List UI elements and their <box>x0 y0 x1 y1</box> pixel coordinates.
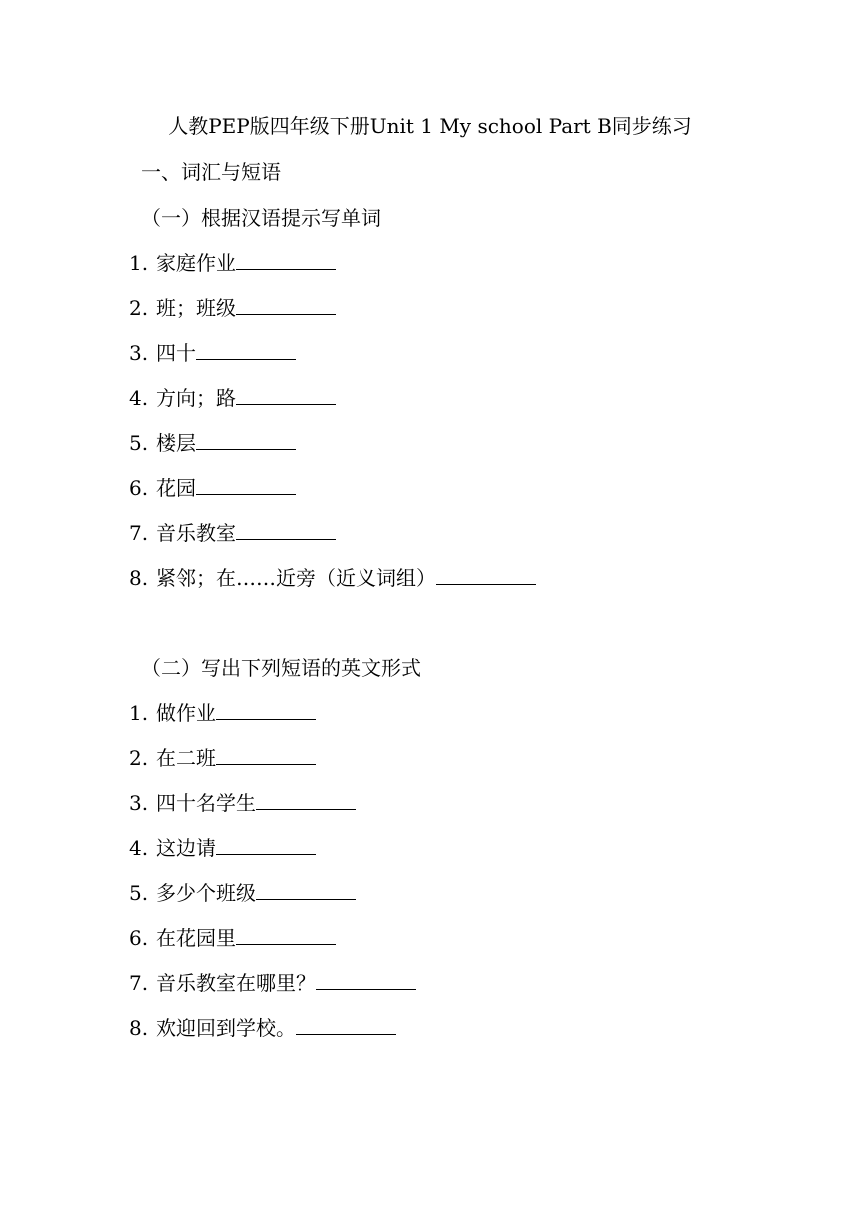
phrase-item <box>129 969 416 997</box>
subsection-heading-write-words: （一）根据汉语提示写单词 <box>141 206 381 230</box>
item-prompt: 欢迎回到学校。 <box>156 1016 296 1040</box>
word-item <box>129 384 336 412</box>
item-number: 4. <box>129 836 149 860</box>
answer-blank[interactable] <box>236 384 336 405</box>
word-item <box>129 339 296 367</box>
answer-blank[interactable] <box>236 519 336 540</box>
item-number: 5. <box>129 881 149 905</box>
item-prompt: 在二班 <box>156 746 216 770</box>
item-number: 2. <box>129 746 149 770</box>
answer-blank[interactable] <box>196 474 296 495</box>
item-number: 1. <box>129 251 149 275</box>
answer-blank[interactable] <box>196 339 296 360</box>
answer-blank[interactable] <box>436 564 536 585</box>
word-item <box>129 564 536 592</box>
phrase-item <box>129 879 356 907</box>
phrase-item <box>129 1014 396 1042</box>
item-number: 2. <box>129 296 149 320</box>
answer-blank[interactable] <box>236 249 336 270</box>
phrase-item <box>129 699 316 727</box>
item-prompt: 在花园里 <box>156 926 236 950</box>
item-number: 3. <box>129 791 149 815</box>
answer-blank[interactable] <box>236 294 336 315</box>
item-number: 1. <box>129 701 149 725</box>
answer-blank[interactable] <box>236 924 336 945</box>
item-prompt: 做作业 <box>156 701 216 725</box>
word-item <box>129 249 336 277</box>
answer-blank[interactable] <box>256 789 356 810</box>
answer-blank[interactable] <box>216 744 316 765</box>
item-prompt: 家庭作业 <box>156 251 236 275</box>
item-prompt: 花园 <box>156 476 196 500</box>
answer-blank[interactable] <box>216 699 316 720</box>
answer-blank[interactable] <box>296 1014 396 1035</box>
item-prompt: 音乐教室在哪里？ <box>156 971 316 995</box>
item-number: 8. <box>129 566 149 590</box>
item-number: 4. <box>129 386 149 410</box>
word-item <box>129 474 296 502</box>
item-prompt: 音乐教室 <box>156 521 236 545</box>
answer-blank[interactable] <box>256 879 356 900</box>
section-heading-vocabulary: 一、词汇与短语 <box>141 160 281 184</box>
item-prompt: 方向；路 <box>156 386 236 410</box>
answer-blank[interactable] <box>316 969 416 990</box>
item-prompt: 这边请 <box>156 836 216 860</box>
item-prompt: 紧邻；在……近旁（近义词组） <box>156 566 436 590</box>
item-number: 6. <box>129 476 149 500</box>
item-prompt: 四十 <box>156 341 196 365</box>
item-prompt: 班；班级 <box>156 296 236 320</box>
item-number: 7. <box>129 971 149 995</box>
item-number: 7. <box>129 521 149 545</box>
answer-blank[interactable] <box>216 834 316 855</box>
item-prompt: 多少个班级 <box>156 881 256 905</box>
item-number: 8. <box>129 1016 149 1040</box>
phrase-item <box>129 744 316 772</box>
subsection-heading-write-phrases: （二）写出下列短语的英文形式 <box>141 656 421 680</box>
word-item <box>129 294 336 322</box>
item-prompt: 四十名学生 <box>156 791 256 815</box>
item-prompt: 楼层 <box>156 431 196 455</box>
page-title: 人教PEP版四年级下册Unit 1 My school Part B同步练习 <box>168 114 692 138</box>
phrase-item <box>129 789 356 817</box>
item-number: 6. <box>129 926 149 950</box>
phrase-item <box>129 834 316 862</box>
item-number: 3. <box>129 341 149 365</box>
word-item <box>129 519 336 547</box>
item-number: 5. <box>129 431 149 455</box>
answer-blank[interactable] <box>196 429 296 450</box>
phrase-item <box>129 924 336 952</box>
word-item <box>129 429 296 457</box>
